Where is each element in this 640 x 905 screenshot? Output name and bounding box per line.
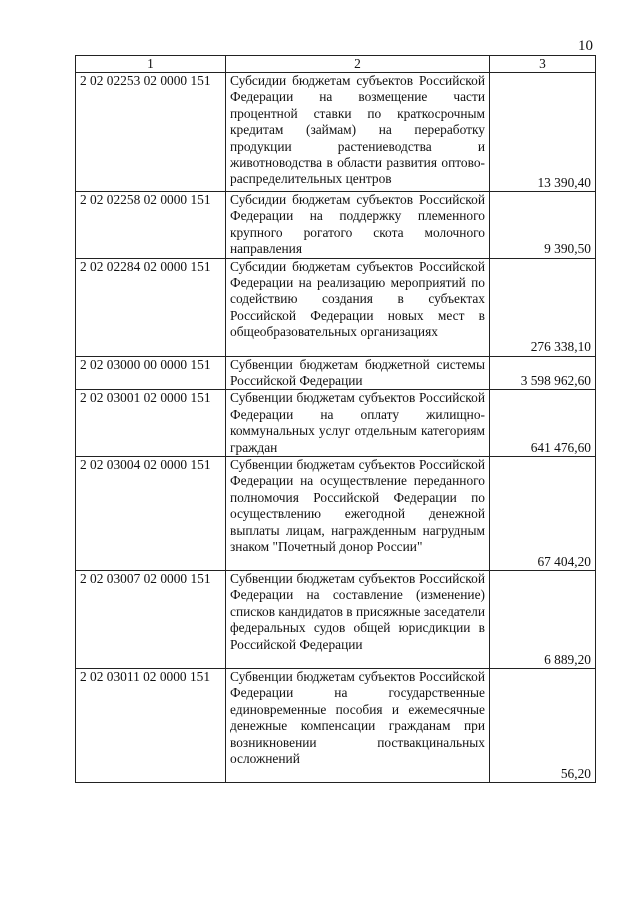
revenue-code: 2 02 02284 02 0000 151 — [76, 258, 226, 356]
revenue-code: 2 02 02258 02 0000 151 — [76, 192, 226, 259]
revenue-amount: 276 338,10 — [490, 258, 596, 356]
table-row — [76, 390, 596, 457]
revenue-amount: 3 598 962,60 — [490, 356, 596, 390]
column-header-description: 2 — [226, 56, 490, 73]
revenue-description: Субсидии бюджетам субъектов Российской Федерации на реализацию мероприятий по содействию создания в субъектах Российской Федерации новых мест в общеобразовательных организациях — [226, 258, 490, 356]
revenue-description: Субвенции бюджетам субъектов Российской Федерации на оплату жилищно-коммунальных услуг отдельным категориям граждан — [226, 390, 490, 457]
revenue-code: 2 02 03000 00 0000 151 — [76, 356, 226, 390]
table-header-row — [76, 56, 596, 73]
revenue-code: 2 02 02253 02 0000 151 — [76, 73, 226, 192]
table-row — [76, 356, 596, 390]
revenue-description: Субвенции бюджетам субъектов Российской Федерации на государственные единовременные пособия и ежемесячные денежные компенсации гражданам при возникновении поствакцинальных осложнений — [226, 669, 490, 783]
revenue-description: Субвенции бюджетам субъектов Российской Федерации на составление (изменение) списков кандидатов в присяжные заседатели федеральных судов общей юрисдикции в Российской Федерации — [226, 571, 490, 669]
budget-revenue-table — [75, 55, 596, 783]
revenue-amount: 13 390,40 — [490, 73, 596, 192]
column-header-code: 1 — [76, 56, 226, 73]
revenue-amount: 56,20 — [490, 669, 596, 783]
revenue-amount: 641 476,60 — [490, 390, 596, 457]
page-number: 10 — [578, 38, 593, 54]
table-row — [76, 571, 596, 669]
revenue-code: 2 02 03007 02 0000 151 — [76, 571, 226, 669]
revenue-description: Субвенции бюджетам бюджетной системы Российской Федерации — [226, 356, 490, 390]
column-header-amount: 3 — [490, 56, 596, 73]
revenue-amount: 9 390,50 — [490, 192, 596, 259]
revenue-description: Субвенции бюджетам субъектов Российской Федерации на осуществление переданного полномочия Российской Федерации по осуществлению ежегодной денежной выплаты лицам, награжденным нагрудным знаком "Почетный донор России" — [226, 457, 490, 571]
table-row — [76, 258, 596, 356]
table-row — [76, 192, 596, 259]
revenue-amount: 67 404,20 — [490, 457, 596, 571]
revenue-code: 2 02 03011 02 0000 151 — [76, 669, 226, 783]
table-row — [76, 457, 596, 571]
table-row — [76, 73, 596, 192]
revenue-description: Субсидии бюджетам субъектов Российской Федерации на возмещение части процентной ставки по краткосрочным кредитам (займам) на переработку продукции растениеводства и животноводства в области развития оптово-распределительных центров — [226, 73, 490, 192]
revenue-description: Субсидии бюджетам субъектов Российской Федерации на поддержку племенного крупного рогатого скота молочного направления — [226, 192, 490, 259]
table-row — [76, 669, 596, 783]
revenue-code: 2 02 03004 02 0000 151 — [76, 457, 226, 571]
revenue-code: 2 02 03001 02 0000 151 — [76, 390, 226, 457]
revenue-amount: 6 889,20 — [490, 571, 596, 669]
